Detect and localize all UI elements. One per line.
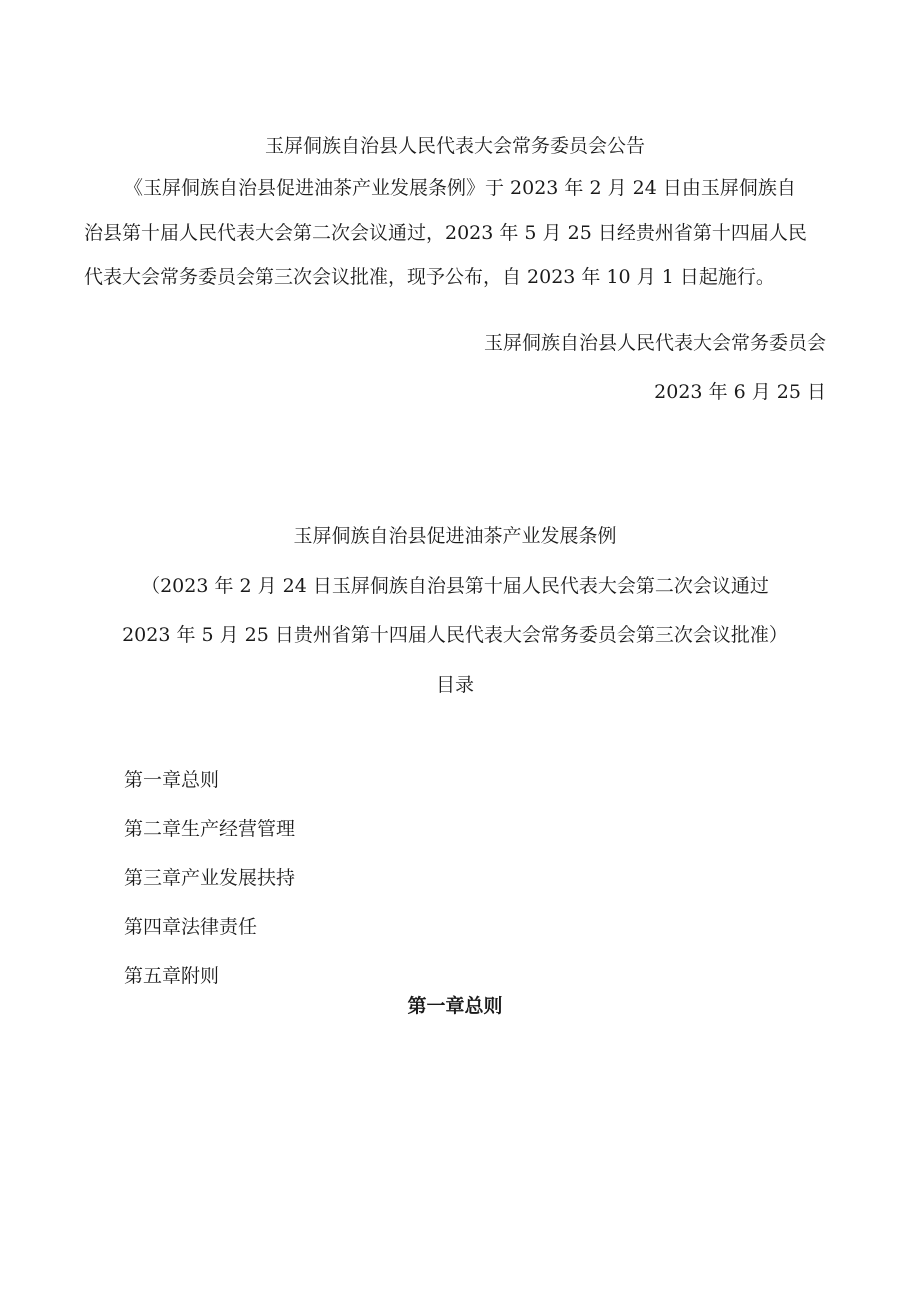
announcement-date: 2023 年 6 月 25 日	[654, 381, 826, 403]
announcement-issuer: 玉屏侗族自治县人民代表大会常务委员会	[483, 332, 826, 354]
announcement-body-line-2: 治县第十届人民代表大会第二次会议通过，2023 年 5 月 25 日经贵州省第十四届人民	[84, 222, 807, 244]
announcement-title: 玉屏侗族自治县人民代表大会常务委员会公告	[264, 135, 645, 157]
toc-item-chapter-3: 第三章产业发展扶持	[124, 867, 296, 889]
regulation-subtitle-line-1: （2023 年 2 月 24 日玉屏侗族自治县第十届人民代表大会第二次会议通过	[141, 575, 769, 597]
toc-item-chapter-1: 第一章总则	[124, 769, 220, 791]
regulation-subtitle-line-2: 2023 年 5 月 25 日贵州省第十四届人民代表大会常务委员会第三次会议批准）	[122, 624, 788, 646]
regulation-title: 玉屏侗族自治县促进油茶产业发展条例	[293, 525, 617, 547]
announcement-body-line-3: 代表大会常务委员会第三次会议批准，现予公布，自 2023 年 10 月 1 日起施行。	[84, 266, 775, 288]
chapter-1-heading: 第一章总则	[407, 995, 503, 1017]
toc-item-chapter-2: 第二章生产经营管理	[124, 818, 296, 840]
toc-item-chapter-4: 第四章法律责任	[124, 916, 258, 938]
toc-item-chapter-5: 第五章附则	[124, 965, 220, 987]
toc-heading: 目录	[435, 674, 474, 696]
announcement-body-line-1: 《玉屏侗族自治县促进油茶产业发展条例》于 2023 年 2 月 24 日由玉屏侗族自	[124, 177, 796, 199]
